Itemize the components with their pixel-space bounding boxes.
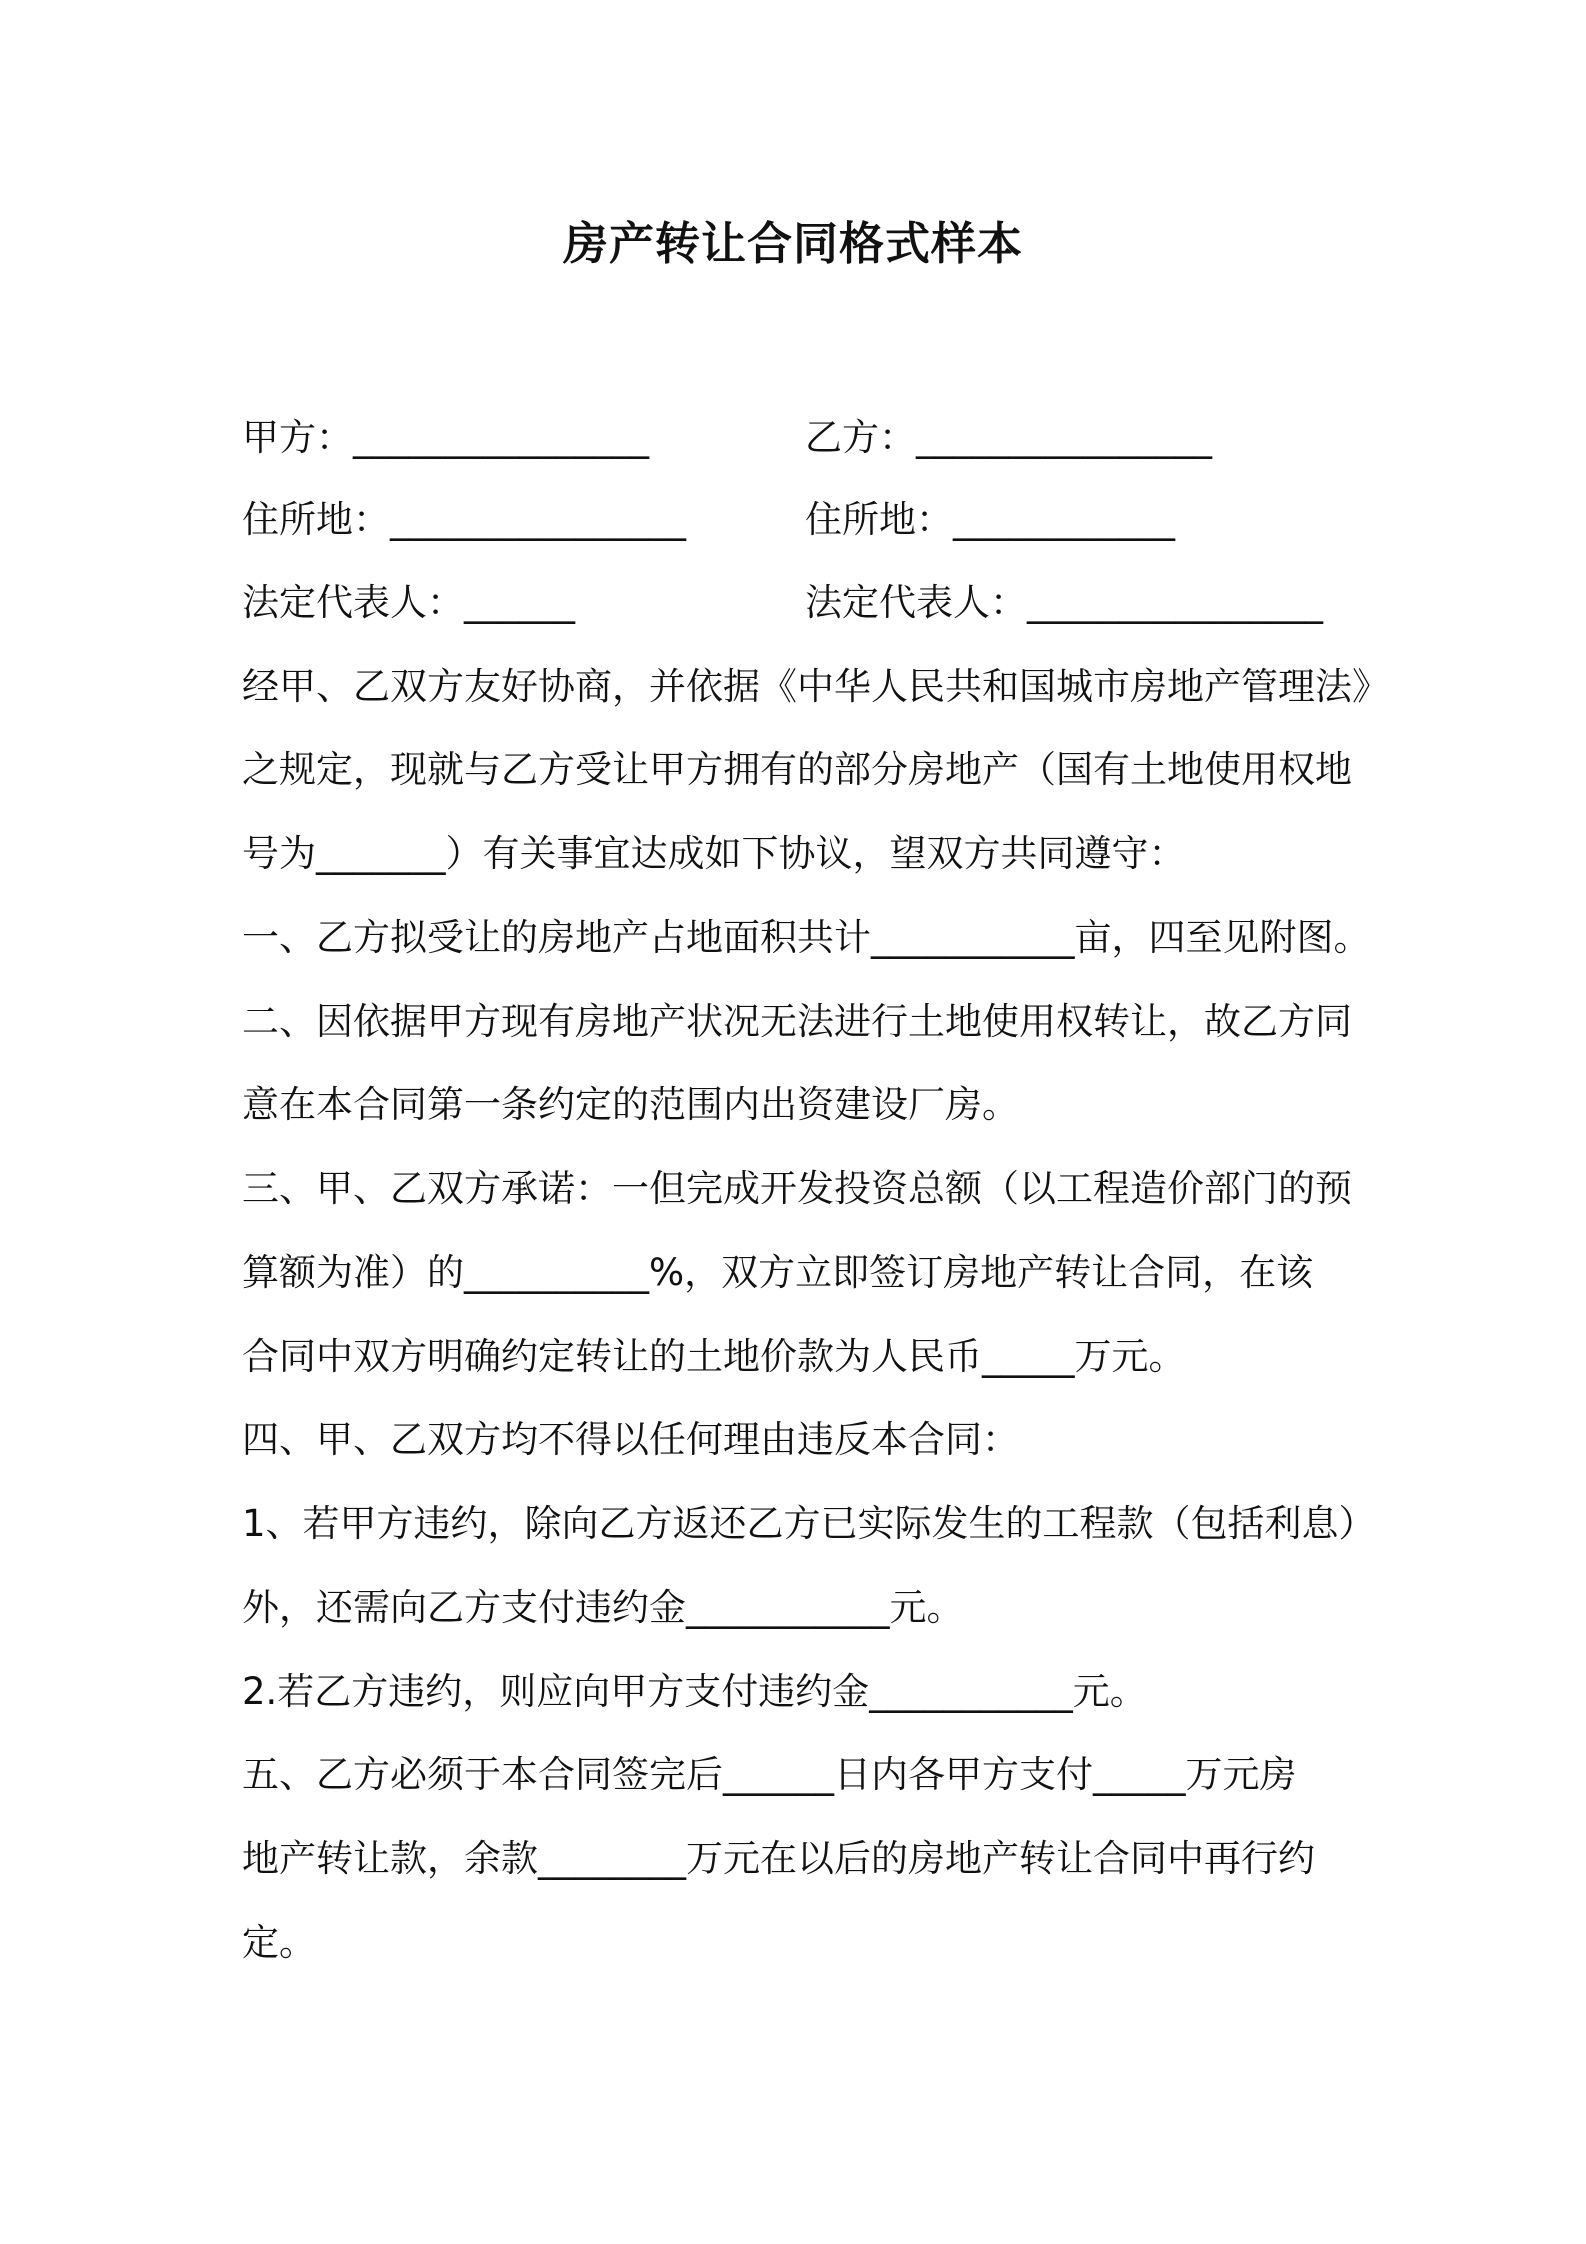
preamble-line-3: 号为_______）有关事宜达成如下协议，望双方共同遵守： bbox=[242, 832, 1186, 875]
document-title: 房产转让合同格式样本 bbox=[562, 217, 1023, 270]
clause-3-line-2: 算额为准）的__________%，双方立即签订房地产转让合同，在该 bbox=[242, 1251, 1314, 1294]
clause-5-line-2: 地产转让款，余款________万元在以后的房地产转让合同中再行约 bbox=[242, 1837, 1315, 1880]
clause-2-line-1: 二、因依据甲方现有房地产状况无法进行土地使用权转让，故乙方同 bbox=[242, 1000, 1352, 1043]
clause-4-1-line-2: 外，还需向乙方支付违约金___________元。 bbox=[242, 1586, 964, 1629]
party-b-representative-field: 法定代表人：________________ bbox=[805, 581, 1323, 624]
preamble-line-1: 经甲、乙双方友好协商，并依据《中华人民共和国城市房地产管理法》 bbox=[242, 665, 1389, 708]
preamble-line-2: 之规定，现就与乙方受让甲方拥有的部分房地产（国有土地使用权地 bbox=[242, 748, 1352, 791]
party-a-representative-field: 法定代表人：______ bbox=[242, 581, 575, 624]
clause-4-1-line-1: 1、若甲方违约，除向乙方返还乙方已实际发生的工程款（包括利息） bbox=[242, 1502, 1376, 1545]
clause-3-line-1: 三、甲、乙双方承诺：一但完成开发投资总额（以工程造价部门的预 bbox=[242, 1167, 1352, 1210]
party-b-field: 乙方：________________ bbox=[805, 416, 1212, 459]
clause-5-line-1: 五、乙方必须于本合同签完后______日内各甲方支付_____万元房 bbox=[242, 1753, 1297, 1796]
party-b-address-field: 住所地：____________ bbox=[805, 498, 1175, 541]
party-a-address-field: 住所地：________________ bbox=[242, 498, 686, 541]
clause-4: 四、甲、乙双方均不得以任何理由违反本合同： bbox=[242, 1418, 1019, 1461]
clause-4-2: 2.若乙方违约，则应向甲方支付违约金___________元。 bbox=[242, 1670, 1147, 1713]
clause-2-line-2: 意在本合同第一条约定的范围内出资建设厂房。 bbox=[242, 1083, 1019, 1126]
party-a-field: 甲方：________________ bbox=[242, 416, 649, 459]
clause-3-line-3: 合同中双方明确约定转让的土地价款为人民币_____万元。 bbox=[242, 1335, 1186, 1378]
clause-5-line-3: 定。 bbox=[242, 1921, 316, 1964]
clause-1: 一、乙方拟受让的房地产占地面积共计___________亩，四至见附图。 bbox=[242, 916, 1371, 959]
